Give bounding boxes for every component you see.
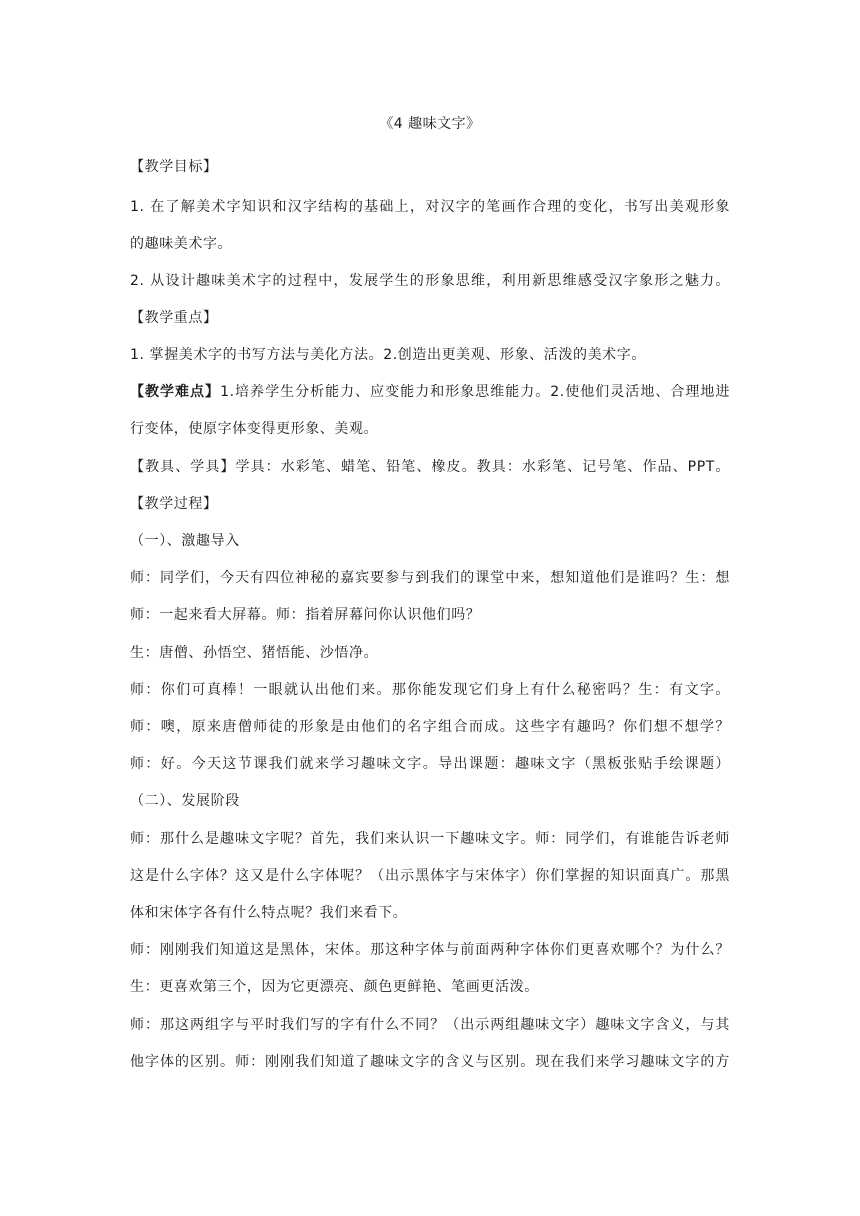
paragraph-9: 生：更喜欢第三个，因为它更漂亮、颜色更鲜艳、笔画更活泼。 — [130, 979, 539, 995]
difficulty-label: 【教学难点】 — [130, 384, 221, 400]
paragraph-2: 师：一起来看大屏幕。师：指着屏幕问你认识他们吗？ — [130, 607, 481, 623]
paragraph-8: 师：刚刚我们知道这是黑体，宋体。那这种字体与前面两种字体你们更喜欢哪个？为什么？ — [130, 942, 730, 958]
tools-label: 【教具、学具】 — [130, 459, 236, 475]
section-2-heading: （二）、发展阶段 — [130, 793, 240, 809]
objective-1-line-2: 的趣味美术字。 — [130, 236, 233, 252]
paragraph-5: 师：噢，原来唐僧师徒的形象是由他们的名字组合而成。这些字有趣吗？你们想不想学？ — [130, 719, 730, 735]
paragraph-1: 师：同学们，今天有四位神秘的嘉宾要参与到我们的课堂中来，想知道他们是谁吗？生：想 — [130, 570, 730, 586]
paragraph-6: 师：好。今天这节课我们就来学习趣味文字。导出课题：趣味文字（黑板张贴手绘课题） — [130, 756, 730, 772]
difficulty-line-2: 行变体，使原字体变得更形象、美观。 — [130, 421, 379, 437]
paragraph-7-line-2: 这是什么字体？这又是什么字体呢？（出示黑体字与宋体字）你们掌握的知识面真广。那黑 — [130, 868, 730, 884]
paragraph-10-line-2: 他字体的区别。师：刚刚我们知道了趣味文字的含义与区别。现在我们来学习趣味文字的方 — [130, 1054, 730, 1070]
tools-line — [130, 457, 730, 477]
paragraph-7-line-1: 师：那什么是趣味文字呢？首先，我们来认识一下趣味文字。师：同学们，有谁能告诉老师 — [130, 831, 730, 847]
objective-2: 2. 从设计趣味美术字的过程中，发展学生的形象思维，利用新思维感受汉字象形之魅力。 — [130, 273, 730, 289]
heading-process: 【教学过程】 — [130, 496, 218, 512]
paragraph-4: 师：你们可真棒！一眼就认出他们来。那你能发现它们身上有什么秘密吗？生：有文字。 — [130, 682, 730, 698]
paragraph-10-line-1: 师：那这两组字与平时我们写的字有什么不同？（出示两组趣味文字）趣味文字含义，与其 — [130, 1017, 730, 1033]
heading-objectives: 【教学目标】 — [130, 159, 218, 175]
objective-1-line-1: 1. 在了解美术字知识和汉字结构的基础上，对汉字的笔画作合理的变化，书写出美观形象 — [130, 199, 730, 215]
document-title: 《4 趣味文字》 — [379, 116, 481, 132]
keypoints-text: 1. 掌握美术字的书写方法与美化方法。2.创造出更美观、形象、活泼的美术字。 — [130, 347, 646, 363]
section-1-heading: （一）、激趣导入 — [130, 533, 240, 549]
heading-keypoints: 【教学重点】 — [130, 310, 218, 326]
tools-text: 学具：水彩笔、蜡笔、铅笔、橡皮。教具：水彩笔、记号笔、作品、PPT。 — [235, 459, 730, 475]
paragraph-3: 生：唐僧、孙悟空、猪悟能、沙悟净。 — [130, 645, 379, 661]
difficulty-text: 1.培养学生分析能力、应变能力和形象思维能力。2.使他们灵活地、合理地进 — [220, 384, 730, 400]
difficulty-line-1 — [130, 382, 730, 402]
paragraph-7-line-3: 体和宋体字各有什么特点呢？我们来看下。 — [130, 905, 408, 921]
